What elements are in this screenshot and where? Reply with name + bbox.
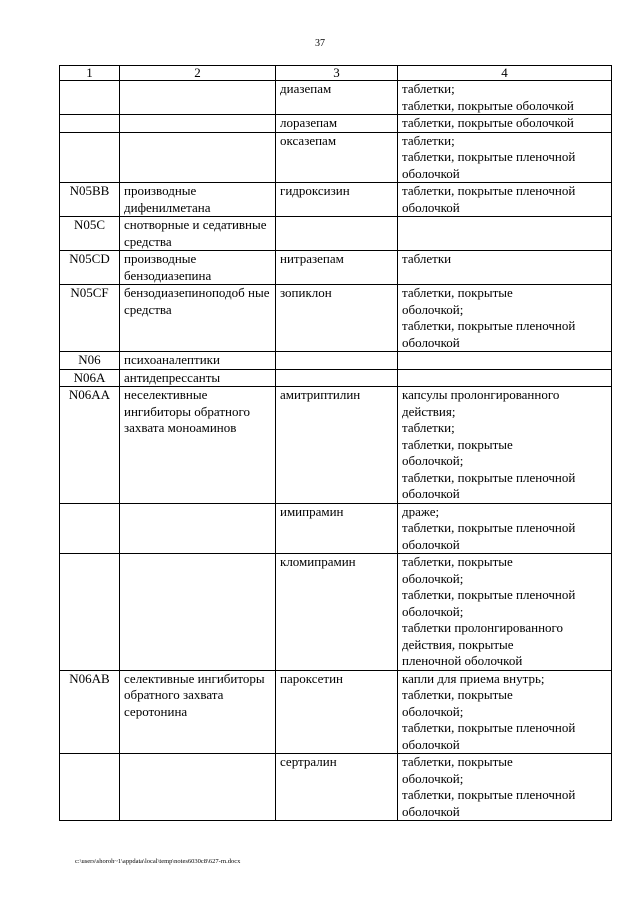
table-row [60, 369, 612, 387]
group-name-cell: селективные ингибиторы обратного захвата серотонина [120, 670, 276, 754]
footer-file-path: c:\users\shoroh~1\appdata\local\temp\notes6030c8\627-rn.docx [75, 858, 241, 865]
atc-code-cell [60, 754, 120, 821]
atc-code-cell: N05BB [60, 183, 120, 217]
drug-name-cell: кломипрамин [276, 554, 398, 671]
group-name-cell: неселективные ингибиторы обратного захвата моноаминов [120, 387, 276, 504]
table-row [60, 183, 612, 217]
drug-name-cell: пароксетин [276, 670, 398, 754]
atc-code-cell: N05CD [60, 251, 120, 285]
atc-code-cell [60, 81, 120, 115]
group-name-cell: антидепрессанты [120, 369, 276, 387]
atc-code-cell: N06 [60, 352, 120, 370]
table-row [60, 115, 612, 133]
drug-table [59, 65, 612, 821]
column-header: 1 [60, 66, 120, 81]
dosage-form-cell: таблетки, покрытые оболочкой [398, 115, 612, 133]
group-name-cell [120, 115, 276, 133]
dosage-form-cell: таблетки, покрытые оболочкой; таблетки, покрытые пленочной оболочкой; таблетки пролонгированного действия, покрытые пленочной оболочкой [398, 554, 612, 671]
group-name-cell: производные бензодиазепина [120, 251, 276, 285]
dosage-form-cell: драже; таблетки, покрытые пленочной оболочкой [398, 503, 612, 554]
table-row [60, 670, 612, 754]
group-name-cell [120, 81, 276, 115]
table-header-row [60, 66, 612, 81]
table-row [60, 352, 612, 370]
drug-name-cell: зопиклон [276, 285, 398, 352]
dosage-form-cell: капсулы пролонгированного действия; таблетки; таблетки, покрытые оболочкой; таблетки, покрытые пленочной оболочкой [398, 387, 612, 504]
atc-code-cell: N05CF [60, 285, 120, 352]
table-row [60, 81, 612, 115]
column-header: 2 [120, 66, 276, 81]
table-row [60, 754, 612, 821]
table-row [60, 387, 612, 504]
dosage-form-cell [398, 217, 612, 251]
drug-name-cell [276, 352, 398, 370]
atc-code-cell: N06AA [60, 387, 120, 504]
table-row [60, 503, 612, 554]
atc-code-cell [60, 503, 120, 554]
dosage-form-cell: таблетки; таблетки, покрытые пленочной оболочкой [398, 132, 612, 183]
table-row [60, 132, 612, 183]
drug-name-cell: сертралин [276, 754, 398, 821]
table-row [60, 251, 612, 285]
group-name-cell [120, 132, 276, 183]
atc-code-cell [60, 115, 120, 133]
group-name-cell: производные дифенилметана [120, 183, 276, 217]
drug-name-cell: амитриптилин [276, 387, 398, 504]
drug-name-cell: имипрамин [276, 503, 398, 554]
column-header: 3 [276, 66, 398, 81]
atc-code-cell [60, 554, 120, 671]
dosage-form-cell [398, 352, 612, 370]
group-name-cell [120, 754, 276, 821]
dosage-form-cell: таблетки, покрытые оболочкой; таблетки, покрытые пленочной оболочкой [398, 285, 612, 352]
atc-code-cell: N05C [60, 217, 120, 251]
column-header: 4 [398, 66, 612, 81]
dosage-form-cell: таблетки, покрытые оболочкой; таблетки, покрытые пленочной оболочкой [398, 754, 612, 821]
atc-code-cell: N06A [60, 369, 120, 387]
page-number: 37 [315, 38, 325, 49]
dosage-form-cell [398, 369, 612, 387]
group-name-cell: психоаналептики [120, 352, 276, 370]
atc-code-cell [60, 132, 120, 183]
dosage-form-cell: таблетки [398, 251, 612, 285]
group-name-cell: снотворные и седативные средства [120, 217, 276, 251]
drug-name-cell [276, 369, 398, 387]
drug-name-cell [276, 217, 398, 251]
drug-name-cell: гидроксизин [276, 183, 398, 217]
drug-name-cell: нитразепам [276, 251, 398, 285]
dosage-form-cell: таблетки, покрытые пленочной оболочкой [398, 183, 612, 217]
drug-name-cell: диазепам [276, 81, 398, 115]
atc-code-cell: N06AB [60, 670, 120, 754]
group-name-cell [120, 554, 276, 671]
table-row [60, 554, 612, 671]
table-body [60, 81, 612, 821]
dosage-form-cell: таблетки; таблетки, покрытые оболочкой [398, 81, 612, 115]
table-row [60, 285, 612, 352]
drug-name-cell: оксазепам [276, 132, 398, 183]
table-row [60, 217, 612, 251]
dosage-form-cell: капли для приема внутрь; таблетки, покрытые оболочкой; таблетки, покрытые пленочной оболочкой [398, 670, 612, 754]
group-name-cell: бензодиазепиноподоб ные средства [120, 285, 276, 352]
drug-name-cell: лоразепам [276, 115, 398, 133]
group-name-cell [120, 503, 276, 554]
